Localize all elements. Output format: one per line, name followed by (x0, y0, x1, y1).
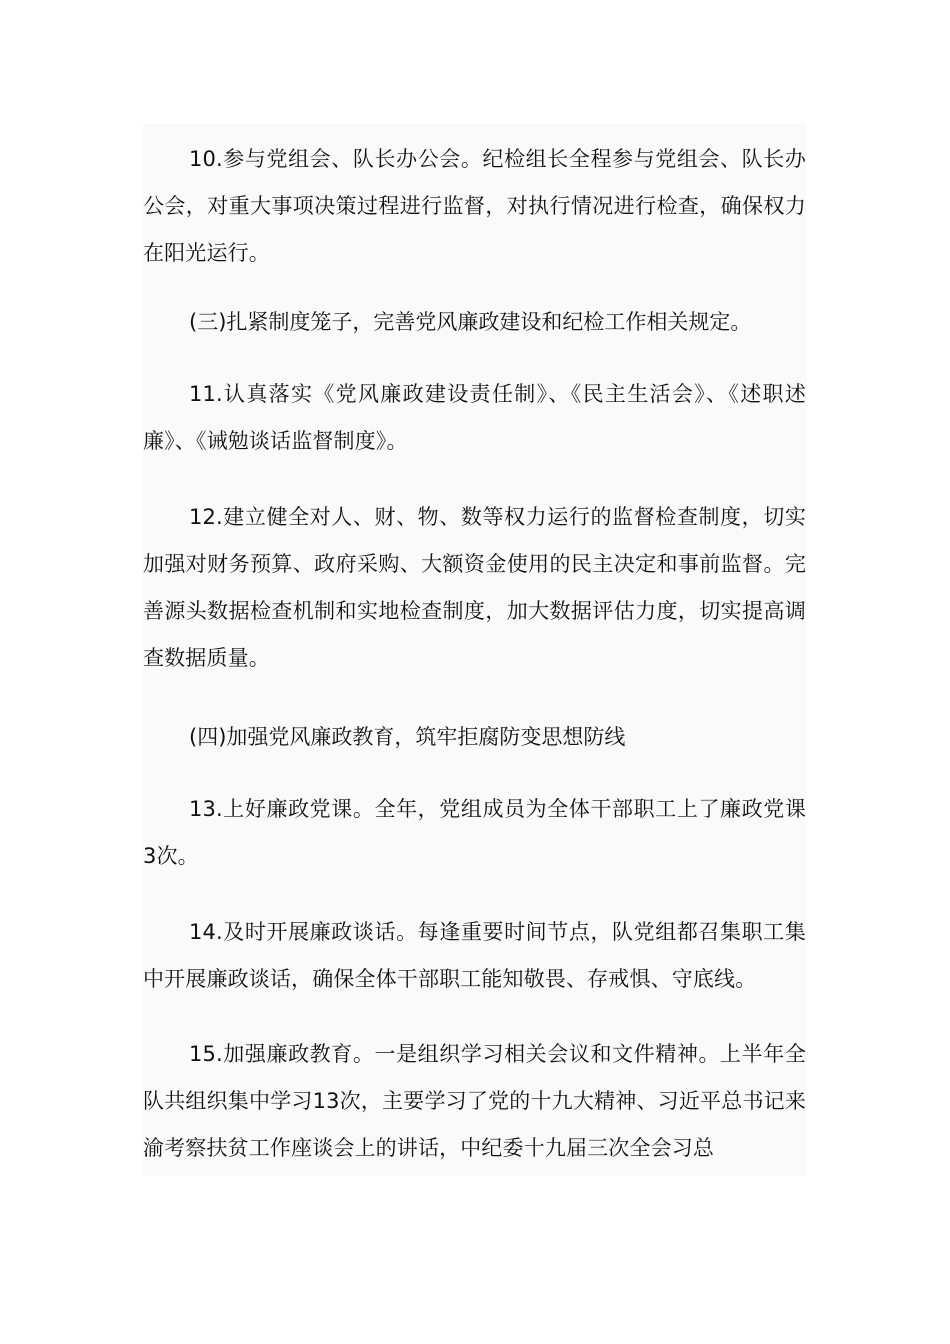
section-heading-4: (四)加强党风廉政教育，筑牢拒腐防变思想防线 (189, 725, 626, 749)
document-body (143, 124, 806, 1176)
paragraph-11: 11.认真落实《党风廉政建设责任制》、《民主生活会》、《述职述廉》、《诫勉谈话监督制度》。 (143, 382, 806, 453)
paragraph-14: 14.及时开展廉政谈话。每逢重要时间节点，队党组都召集职工集中开展廉政谈话，确保全体干部职工能知敬畏、存戒惧、守底线。 (143, 920, 806, 991)
paragraph-13: 13.上好廉政党课。全年，党组成员为全体干部职工上了廉政党课3次。 (143, 797, 806, 868)
paragraph-15: 15.加强廉政教育。一是组织学习相关会议和文件精神。上半年全队共组织集中学习13次，主要学习了党的十九大精神、习近平总书记来渝考察扶贫工作座谈会上的讲话，中纪委十九届三次全会习总 (143, 1042, 806, 1160)
section-heading-3: (三)扎紧制度笼子，完善党风廉政建设和纪检工作相关规定。 (189, 310, 752, 334)
paragraph-12: 12.建立健全对人、财、物、数等权力运行的监督检查制度，切实加强对财务预算、政府采购、大额资金使用的民主决定和事前监督。完善源头数据检查机制和实地检查制度，加大数据评估力度，切实提高调查数据质量。 (143, 505, 806, 670)
paragraph-10: 10.参与党组会、队长办公会。纪检组长全程参与党组会、队长办公会，对重大事项决策过程进行监督，对执行情况进行检查，确保权力在阳光运行。 (143, 147, 806, 265)
